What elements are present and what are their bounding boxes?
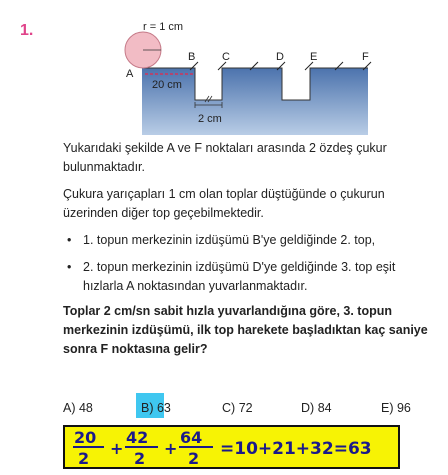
term-1-den: 2 [78, 449, 90, 468]
handwritten-solution [68, 426, 398, 468]
choice-a[interactable]: A) 48 [63, 401, 93, 415]
result-text: =10+21+32=63 [220, 439, 372, 459]
term-3-num: 64 [180, 428, 203, 447]
term-2-num: 42 [126, 428, 149, 447]
term-3-den: 2 [188, 449, 200, 468]
plus-sign-2: + [164, 439, 178, 458]
bullet-dot: • [67, 233, 72, 247]
track-diagram [0, 0, 448, 135]
figure [0, 0, 448, 135]
term-1-num: 20 [74, 428, 97, 447]
point-b-label: B [188, 51, 196, 63]
point-c-label: C [222, 51, 230, 63]
point-d-label: D [276, 51, 284, 63]
answer-choices [63, 401, 443, 421]
bullet-dot: • [67, 260, 72, 274]
plus-sign-1: + [110, 439, 124, 458]
question-text: Toplar 2 cm/sn sabit hızla yuvarlandığına göre, 3. topun merkezinin izdüşümü, ilk top harekete başladıktan kaç saniye sonra F noktasına gelir? [63, 304, 428, 356]
radius-label: r = 1 cm [143, 21, 184, 33]
dim-ab-label: 20 cm [152, 79, 182, 91]
point-f-label: F [362, 51, 369, 63]
paragraph-2: Çukura yarıçapları 1 cm olan toplar düştüğünde o çukurun üzerinden diğer top geçebilmektedir. [63, 187, 385, 220]
bullet-1-text: 1. topun merkezinin izdüşümü B'ye geldiğinde 2. top, [83, 233, 376, 247]
bullet-2-text: 2. topun merkezinin izdüşümü D'ye geldiğinde 3. top eşit hızlarla A noktasından yuvarlanmaktadır. [83, 260, 396, 293]
question-number: 1. [20, 22, 34, 39]
term-2-den: 2 [134, 449, 146, 468]
choice-d[interactable]: D) 84 [301, 401, 332, 415]
choice-b[interactable]: B) 63 [141, 401, 171, 415]
choice-e[interactable]: E) 96 [381, 401, 411, 415]
choice-c[interactable]: C) 72 [222, 401, 253, 415]
point-a-label: A [126, 68, 134, 80]
dim-pit-label: 2 cm [198, 113, 222, 125]
point-e-label: E [310, 51, 318, 63]
paragraph-1: Yukarıdaki şekilde A ve F noktaları arasında 2 özdeş çukur bulunmaktadır. [63, 141, 387, 174]
